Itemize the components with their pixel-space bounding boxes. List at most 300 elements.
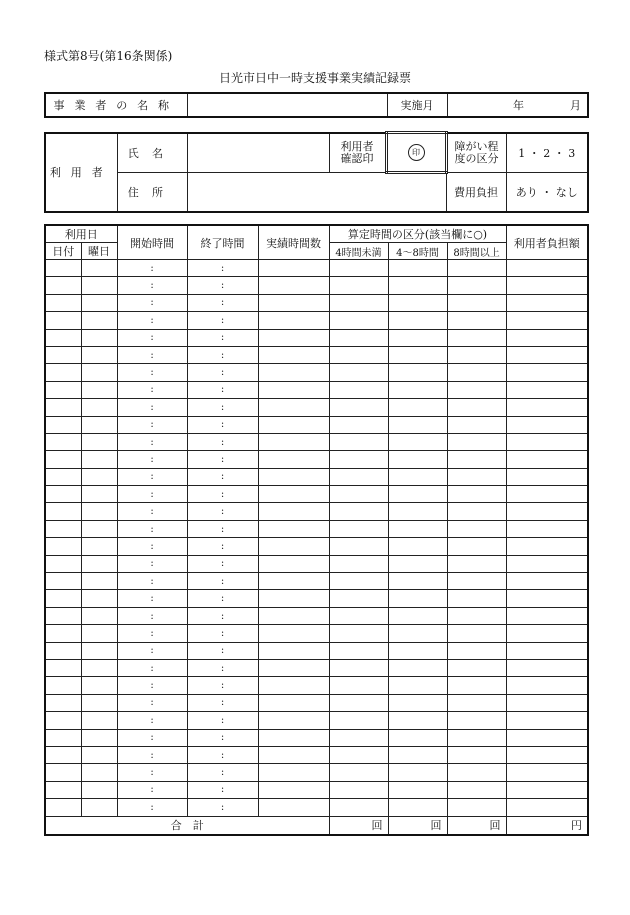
day-cell[interactable]: [45, 312, 81, 329]
4-to-8h-cell[interactable]: [388, 416, 447, 433]
day-cell[interactable]: [45, 625, 81, 642]
user-burden-cell[interactable]: [506, 642, 588, 659]
actual-hours-cell[interactable]: [258, 764, 329, 781]
cost-options[interactable]: あり ・ なし: [506, 173, 588, 213]
actual-hours-cell[interactable]: [258, 520, 329, 537]
start-time-cell[interactable]: :: [117, 659, 187, 676]
under-4h-cell[interactable]: [329, 607, 388, 624]
under-4h-cell[interactable]: [329, 799, 388, 816]
user-burden-cell[interactable]: [506, 486, 588, 503]
day-cell[interactable]: [45, 764, 81, 781]
end-time-cell[interactable]: :: [187, 364, 258, 381]
over-8h-cell[interactable]: [447, 346, 506, 363]
user-burden-cell[interactable]: [506, 312, 588, 329]
over-8h-cell[interactable]: [447, 520, 506, 537]
start-time-cell[interactable]: :: [117, 764, 187, 781]
4-to-8h-cell[interactable]: [388, 277, 447, 294]
end-time-cell[interactable]: :: [187, 381, 258, 398]
4-to-8h-cell[interactable]: [388, 399, 447, 416]
actual-hours-cell[interactable]: [258, 346, 329, 363]
address-field[interactable]: [187, 173, 446, 213]
end-time-cell[interactable]: :: [187, 573, 258, 590]
weekday-cell[interactable]: [81, 312, 117, 329]
weekday-cell[interactable]: [81, 799, 117, 816]
end-time-cell[interactable]: :: [187, 312, 258, 329]
actual-hours-cell[interactable]: [258, 451, 329, 468]
over-8h-cell[interactable]: [447, 781, 506, 798]
under-4h-cell[interactable]: [329, 746, 388, 763]
end-time-cell[interactable]: :: [187, 399, 258, 416]
over-8h-cell[interactable]: [447, 555, 506, 572]
end-time-cell[interactable]: :: [187, 503, 258, 520]
4-to-8h-cell[interactable]: [388, 260, 447, 277]
start-time-cell[interactable]: :: [117, 555, 187, 572]
start-time-cell[interactable]: :: [117, 607, 187, 624]
over-8h-cell[interactable]: [447, 694, 506, 711]
end-time-cell[interactable]: :: [187, 277, 258, 294]
under-4h-cell[interactable]: [329, 364, 388, 381]
end-time-cell[interactable]: :: [187, 486, 258, 503]
under-4h-cell[interactable]: [329, 590, 388, 607]
start-time-cell[interactable]: :: [117, 329, 187, 346]
over-8h-cell[interactable]: [447, 659, 506, 676]
end-time-cell[interactable]: :: [187, 260, 258, 277]
weekday-cell[interactable]: [81, 607, 117, 624]
day-cell[interactable]: [45, 781, 81, 798]
weekday-cell[interactable]: [81, 659, 117, 676]
weekday-cell[interactable]: [81, 329, 117, 346]
under-4h-cell[interactable]: [329, 764, 388, 781]
start-time-cell[interactable]: :: [117, 503, 187, 520]
weekday-cell[interactable]: [81, 642, 117, 659]
over-8h-cell[interactable]: [447, 642, 506, 659]
actual-hours-cell[interactable]: [258, 399, 329, 416]
start-time-cell[interactable]: :: [117, 364, 187, 381]
under-4h-cell[interactable]: [329, 573, 388, 590]
under-4h-cell[interactable]: [329, 486, 388, 503]
actual-hours-cell[interactable]: [258, 712, 329, 729]
actual-hours-cell[interactable]: [258, 364, 329, 381]
4-to-8h-cell[interactable]: [388, 294, 447, 311]
over-8h-cell[interactable]: [447, 625, 506, 642]
start-time-cell[interactable]: :: [117, 346, 187, 363]
day-cell[interactable]: [45, 381, 81, 398]
under-4h-cell[interactable]: [329, 659, 388, 676]
4-to-8h-cell[interactable]: [388, 607, 447, 624]
actual-hours-cell[interactable]: [258, 329, 329, 346]
start-time-cell[interactable]: :: [117, 486, 187, 503]
user-burden-cell[interactable]: [506, 294, 588, 311]
weekday-cell[interactable]: [81, 625, 117, 642]
actual-hours-cell[interactable]: [258, 538, 329, 555]
start-time-cell[interactable]: :: [117, 468, 187, 485]
over-8h-cell[interactable]: [447, 433, 506, 450]
user-burden-cell[interactable]: [506, 451, 588, 468]
total-burden[interactable]: 円: [506, 816, 588, 835]
over-8h-cell[interactable]: [447, 329, 506, 346]
under-4h-cell[interactable]: [329, 433, 388, 450]
start-time-cell[interactable]: :: [117, 260, 187, 277]
total-over-8h[interactable]: 回: [447, 816, 506, 835]
actual-hours-cell[interactable]: [258, 799, 329, 816]
user-burden-cell[interactable]: [506, 503, 588, 520]
under-4h-cell[interactable]: [329, 677, 388, 694]
under-4h-cell[interactable]: [329, 694, 388, 711]
4-to-8h-cell[interactable]: [388, 381, 447, 398]
name-field[interactable]: [187, 133, 329, 173]
4-to-8h-cell[interactable]: [388, 799, 447, 816]
4-to-8h-cell[interactable]: [388, 451, 447, 468]
end-time-cell[interactable]: :: [187, 799, 258, 816]
under-4h-cell[interactable]: [329, 538, 388, 555]
user-burden-cell[interactable]: [506, 590, 588, 607]
4-to-8h-cell[interactable]: [388, 486, 447, 503]
weekday-cell[interactable]: [81, 364, 117, 381]
user-burden-cell[interactable]: [506, 468, 588, 485]
user-burden-cell[interactable]: [506, 520, 588, 537]
weekday-cell[interactable]: [81, 381, 117, 398]
actual-hours-cell[interactable]: [258, 468, 329, 485]
under-4h-cell[interactable]: [329, 312, 388, 329]
day-cell[interactable]: [45, 399, 81, 416]
actual-hours-cell[interactable]: [258, 590, 329, 607]
start-time-cell[interactable]: :: [117, 694, 187, 711]
user-burden-cell[interactable]: [506, 607, 588, 624]
actual-hours-cell[interactable]: [258, 555, 329, 572]
weekday-cell[interactable]: [81, 260, 117, 277]
under-4h-cell[interactable]: [329, 642, 388, 659]
day-cell[interactable]: [45, 729, 81, 746]
weekday-cell[interactable]: [81, 520, 117, 537]
actual-hours-cell[interactable]: [258, 573, 329, 590]
end-time-cell[interactable]: :: [187, 625, 258, 642]
start-time-cell[interactable]: :: [117, 677, 187, 694]
start-time-cell[interactable]: :: [117, 746, 187, 763]
under-4h-cell[interactable]: [329, 729, 388, 746]
4-to-8h-cell[interactable]: [388, 538, 447, 555]
end-time-cell[interactable]: :: [187, 642, 258, 659]
actual-hours-cell[interactable]: [258, 433, 329, 450]
day-cell[interactable]: [45, 329, 81, 346]
day-cell[interactable]: [45, 433, 81, 450]
over-8h-cell[interactable]: [447, 399, 506, 416]
actual-hours-cell[interactable]: [258, 260, 329, 277]
user-burden-cell[interactable]: [506, 277, 588, 294]
user-burden-cell[interactable]: [506, 364, 588, 381]
end-time-cell[interactable]: :: [187, 329, 258, 346]
total-under-4h[interactable]: 回: [329, 816, 388, 835]
end-time-cell[interactable]: :: [187, 677, 258, 694]
weekday-cell[interactable]: [81, 677, 117, 694]
actual-hours-cell[interactable]: [258, 642, 329, 659]
actual-hours-cell[interactable]: [258, 381, 329, 398]
day-cell[interactable]: [45, 346, 81, 363]
day-cell[interactable]: [45, 659, 81, 676]
start-time-cell[interactable]: :: [117, 294, 187, 311]
start-time-cell[interactable]: :: [117, 416, 187, 433]
end-time-cell[interactable]: :: [187, 346, 258, 363]
end-time-cell[interactable]: :: [187, 294, 258, 311]
weekday-cell[interactable]: [81, 503, 117, 520]
day-cell[interactable]: [45, 416, 81, 433]
over-8h-cell[interactable]: [447, 677, 506, 694]
day-cell[interactable]: [45, 294, 81, 311]
day-cell[interactable]: [45, 451, 81, 468]
over-8h-cell[interactable]: [447, 729, 506, 746]
weekday-cell[interactable]: [81, 694, 117, 711]
end-time-cell[interactable]: :: [187, 694, 258, 711]
4-to-8h-cell[interactable]: [388, 312, 447, 329]
over-8h-cell[interactable]: [447, 364, 506, 381]
start-time-cell[interactable]: :: [117, 520, 187, 537]
start-time-cell[interactable]: :: [117, 538, 187, 555]
start-time-cell[interactable]: :: [117, 277, 187, 294]
day-cell[interactable]: [45, 799, 81, 816]
start-time-cell[interactable]: :: [117, 642, 187, 659]
user-burden-cell[interactable]: [506, 416, 588, 433]
actual-hours-cell[interactable]: [258, 294, 329, 311]
actual-hours-cell[interactable]: [258, 677, 329, 694]
weekday-cell[interactable]: [81, 277, 117, 294]
user-burden-cell[interactable]: [506, 381, 588, 398]
end-time-cell[interactable]: :: [187, 433, 258, 450]
under-4h-cell[interactable]: [329, 503, 388, 520]
weekday-cell[interactable]: [81, 729, 117, 746]
weekday-cell[interactable]: [81, 433, 117, 450]
weekday-cell[interactable]: [81, 555, 117, 572]
4-to-8h-cell[interactable]: [388, 503, 447, 520]
user-burden-cell[interactable]: [506, 433, 588, 450]
weekday-cell[interactable]: [81, 416, 117, 433]
under-4h-cell[interactable]: [329, 294, 388, 311]
start-time-cell[interactable]: :: [117, 312, 187, 329]
actual-hours-cell[interactable]: [258, 416, 329, 433]
day-cell[interactable]: [45, 468, 81, 485]
under-4h-cell[interactable]: [329, 468, 388, 485]
over-8h-cell[interactable]: [447, 486, 506, 503]
actual-hours-cell[interactable]: [258, 503, 329, 520]
under-4h-cell[interactable]: [329, 781, 388, 798]
user-burden-cell[interactable]: [506, 659, 588, 676]
actual-hours-cell[interactable]: [258, 781, 329, 798]
user-burden-cell[interactable]: [506, 346, 588, 363]
over-8h-cell[interactable]: [447, 712, 506, 729]
over-8h-cell[interactable]: [447, 799, 506, 816]
user-burden-cell[interactable]: [506, 781, 588, 798]
day-cell[interactable]: [45, 590, 81, 607]
user-burden-cell[interactable]: [506, 729, 588, 746]
4-to-8h-cell[interactable]: [388, 677, 447, 694]
start-time-cell[interactable]: :: [117, 381, 187, 398]
4-to-8h-cell[interactable]: [388, 573, 447, 590]
user-burden-cell[interactable]: [506, 677, 588, 694]
weekday-cell[interactable]: [81, 399, 117, 416]
day-cell[interactable]: [45, 746, 81, 763]
weekday-cell[interactable]: [81, 486, 117, 503]
disability-options[interactable]: 1 ・ 2 ・ 3: [506, 133, 588, 173]
seal-box[interactable]: [386, 133, 446, 173]
over-8h-cell[interactable]: [447, 294, 506, 311]
4-to-8h-cell[interactable]: [388, 729, 447, 746]
over-8h-cell[interactable]: [447, 538, 506, 555]
weekday-cell[interactable]: [81, 590, 117, 607]
start-time-cell[interactable]: :: [117, 399, 187, 416]
actual-hours-cell[interactable]: [258, 746, 329, 763]
weekday-cell[interactable]: [81, 468, 117, 485]
4-to-8h-cell[interactable]: [388, 364, 447, 381]
start-time-cell[interactable]: :: [117, 781, 187, 798]
over-8h-cell[interactable]: [447, 746, 506, 763]
over-8h-cell[interactable]: [447, 277, 506, 294]
under-4h-cell[interactable]: [329, 520, 388, 537]
day-cell[interactable]: [45, 573, 81, 590]
under-4h-cell[interactable]: [329, 329, 388, 346]
over-8h-cell[interactable]: [447, 503, 506, 520]
over-8h-cell[interactable]: [447, 607, 506, 624]
under-4h-cell[interactable]: [329, 260, 388, 277]
4-to-8h-cell[interactable]: [388, 694, 447, 711]
day-cell[interactable]: [45, 607, 81, 624]
over-8h-cell[interactable]: [447, 381, 506, 398]
actual-hours-cell[interactable]: [258, 659, 329, 676]
end-time-cell[interactable]: :: [187, 764, 258, 781]
under-4h-cell[interactable]: [329, 277, 388, 294]
start-time-cell[interactable]: :: [117, 590, 187, 607]
under-4h-cell[interactable]: [329, 712, 388, 729]
day-cell[interactable]: [45, 555, 81, 572]
weekday-cell[interactable]: [81, 346, 117, 363]
day-cell[interactable]: [45, 642, 81, 659]
over-8h-cell[interactable]: [447, 312, 506, 329]
start-time-cell[interactable]: :: [117, 625, 187, 642]
user-burden-cell[interactable]: [506, 555, 588, 572]
4-to-8h-cell[interactable]: [388, 433, 447, 450]
total-4-to-8h[interactable]: 回: [388, 816, 447, 835]
day-cell[interactable]: [45, 260, 81, 277]
actual-hours-cell[interactable]: [258, 625, 329, 642]
4-to-8h-cell[interactable]: [388, 781, 447, 798]
4-to-8h-cell[interactable]: [388, 764, 447, 781]
user-burden-cell[interactable]: [506, 329, 588, 346]
under-4h-cell[interactable]: [329, 416, 388, 433]
table-row: [45, 520, 588, 537]
4-to-8h-cell[interactable]: [388, 520, 447, 537]
weekday-cell[interactable]: [81, 294, 117, 311]
over-8h-cell[interactable]: [447, 416, 506, 433]
user-burden-cell[interactable]: [506, 625, 588, 642]
weekday-cell[interactable]: [81, 712, 117, 729]
day-cell[interactable]: [45, 364, 81, 381]
under-4h-cell[interactable]: [329, 451, 388, 468]
start-time-cell[interactable]: :: [117, 729, 187, 746]
end-time-cell[interactable]: :: [187, 659, 258, 676]
under-4h-cell[interactable]: [329, 381, 388, 398]
under-4h-cell[interactable]: [329, 399, 388, 416]
under-4h-cell[interactable]: [329, 555, 388, 572]
actual-hours-cell[interactable]: [258, 277, 329, 294]
weekday-cell[interactable]: [81, 746, 117, 763]
under-4h-cell[interactable]: [329, 625, 388, 642]
user-burden-cell[interactable]: [506, 538, 588, 555]
day-cell[interactable]: [45, 503, 81, 520]
actual-hours-cell[interactable]: [258, 694, 329, 711]
end-time-cell[interactable]: :: [187, 538, 258, 555]
over-8h-cell[interactable]: [447, 764, 506, 781]
day-cell[interactable]: [45, 277, 81, 294]
4-to-8h-cell[interactable]: [388, 346, 447, 363]
end-time-cell[interactable]: :: [187, 468, 258, 485]
start-time-cell[interactable]: :: [117, 433, 187, 450]
end-time-cell[interactable]: :: [187, 416, 258, 433]
weekday-cell[interactable]: [81, 538, 117, 555]
4-to-8h-cell[interactable]: [388, 659, 447, 676]
start-time-cell[interactable]: :: [117, 451, 187, 468]
over-8h-cell[interactable]: [447, 590, 506, 607]
business-name-field[interactable]: [187, 93, 387, 117]
user-burden-cell[interactable]: [506, 399, 588, 416]
user-burden-cell[interactable]: [506, 764, 588, 781]
weekday-cell[interactable]: [81, 781, 117, 798]
4-to-8h-cell[interactable]: [388, 642, 447, 659]
actual-hours-cell[interactable]: [258, 607, 329, 624]
end-time-cell[interactable]: :: [187, 451, 258, 468]
start-time-cell[interactable]: :: [117, 712, 187, 729]
day-cell[interactable]: [45, 712, 81, 729]
user-burden-cell[interactable]: [506, 746, 588, 763]
over-8h-cell[interactable]: [447, 573, 506, 590]
end-time-cell[interactable]: :: [187, 607, 258, 624]
user-burden-cell[interactable]: [506, 694, 588, 711]
4-to-8h-cell[interactable]: [388, 555, 447, 572]
4-to-8h-cell[interactable]: [388, 329, 447, 346]
end-time-cell[interactable]: :: [187, 712, 258, 729]
under-4h-cell[interactable]: [329, 346, 388, 363]
end-time-cell[interactable]: :: [187, 590, 258, 607]
over-8h-cell[interactable]: [447, 260, 506, 277]
end-time-cell[interactable]: :: [187, 520, 258, 537]
4-to-8h-cell[interactable]: [388, 712, 447, 729]
day-cell[interactable]: [45, 694, 81, 711]
4-to-8h-cell[interactable]: [388, 468, 447, 485]
end-time-cell[interactable]: :: [187, 781, 258, 798]
actual-hours-cell[interactable]: [258, 312, 329, 329]
day-cell[interactable]: [45, 677, 81, 694]
weekday-cell[interactable]: [81, 764, 117, 781]
day-cell[interactable]: [45, 520, 81, 537]
month-field[interactable]: [447, 93, 588, 117]
4-to-8h-cell[interactable]: [388, 590, 447, 607]
end-time-cell[interactable]: :: [187, 729, 258, 746]
user-burden-cell[interactable]: [506, 712, 588, 729]
end-time-cell[interactable]: :: [187, 746, 258, 763]
weekday-cell[interactable]: [81, 573, 117, 590]
day-cell[interactable]: [45, 486, 81, 503]
actual-hours-cell[interactable]: [258, 729, 329, 746]
user-burden-cell[interactable]: [506, 573, 588, 590]
over-8h-cell[interactable]: [447, 468, 506, 485]
user-burden-cell[interactable]: [506, 260, 588, 277]
user-burden-cell[interactable]: [506, 799, 588, 816]
day-cell[interactable]: [45, 538, 81, 555]
start-time-cell[interactable]: :: [117, 573, 187, 590]
end-time-cell[interactable]: :: [187, 555, 258, 572]
4-to-8h-cell[interactable]: [388, 625, 447, 642]
start-time-cell[interactable]: :: [117, 799, 187, 816]
actual-hours-cell[interactable]: [258, 486, 329, 503]
4-to-8h-cell[interactable]: [388, 746, 447, 763]
weekday-cell[interactable]: [81, 451, 117, 468]
over-8h-cell[interactable]: [447, 451, 506, 468]
